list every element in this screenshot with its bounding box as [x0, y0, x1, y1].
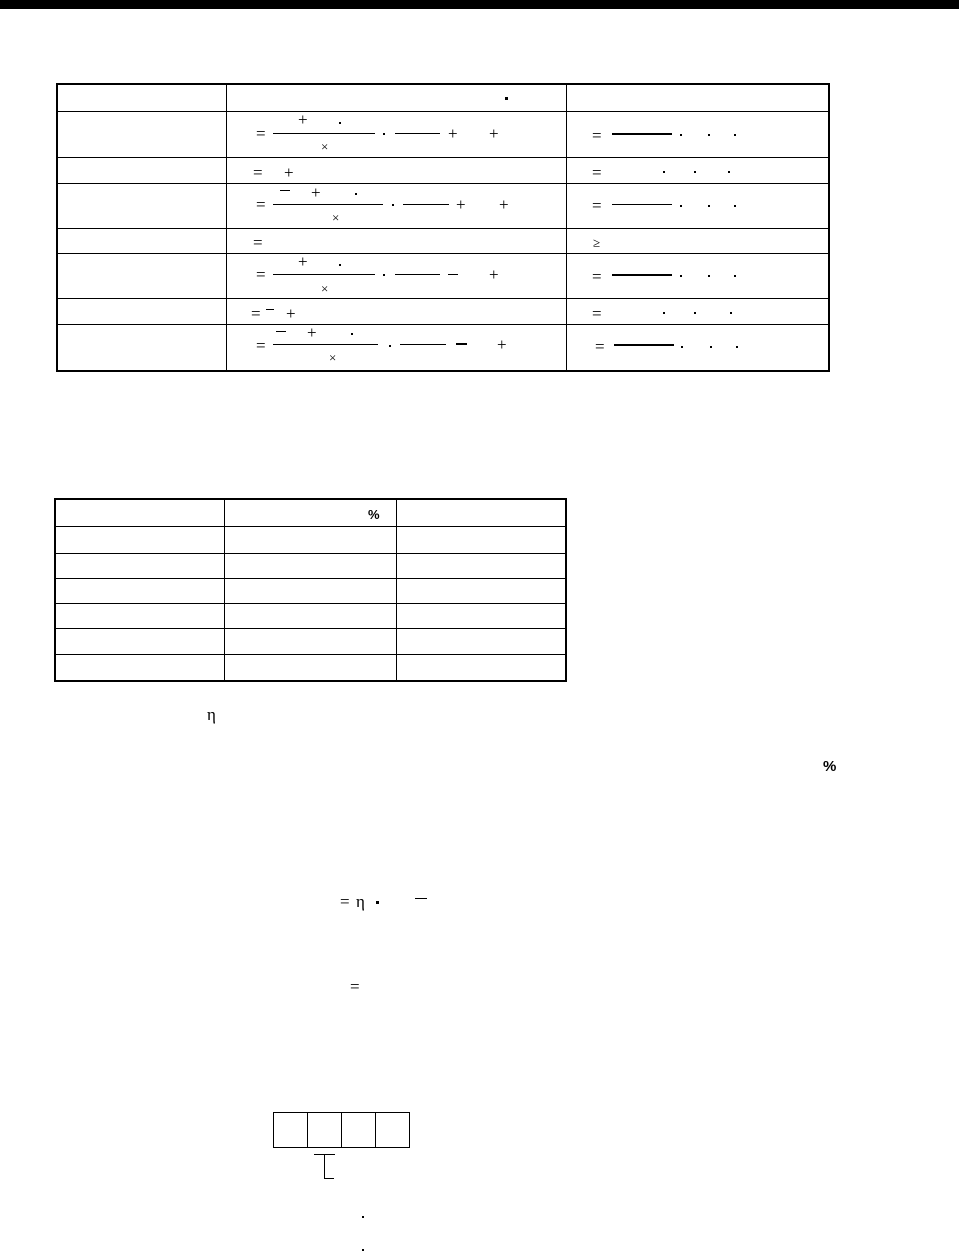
- times-sign: ×: [329, 350, 337, 365]
- fraction-bar: [614, 344, 674, 346]
- equals-sign: =: [256, 336, 266, 355]
- equals-sign: =: [350, 977, 360, 996]
- fraction-bar: [400, 344, 446, 345]
- plus-sign: +: [298, 110, 308, 129]
- mult-dot: [736, 346, 738, 348]
- mult-dot: [681, 346, 683, 348]
- mult-dot: [663, 171, 665, 173]
- mult-dot: [734, 205, 736, 207]
- formula-table-row-rule: [57, 298, 829, 299]
- equals-sign: =: [256, 265, 266, 284]
- equals-sign: =: [256, 124, 266, 143]
- eta-symbol: η: [207, 705, 216, 724]
- equals-sign: =: [256, 195, 266, 214]
- times-sign: ×: [332, 210, 340, 225]
- percent-sign: %: [823, 758, 837, 775]
- mult-dot: [694, 312, 696, 314]
- plus-sign: +: [489, 124, 499, 143]
- formula-table-row-rule: [57, 253, 829, 254]
- plus-sign: +: [448, 124, 458, 143]
- equals-sign: =: [592, 163, 602, 182]
- eta-symbol: η: [356, 892, 365, 911]
- percent-header: %: [368, 507, 380, 522]
- mult-dot: [392, 204, 394, 206]
- plus-sign: +: [311, 183, 321, 202]
- percent-table-row-rule: [55, 603, 566, 604]
- bracket-stem: [324, 1154, 325, 1179]
- plus-sign: +: [456, 195, 466, 214]
- code-box-divider: [307, 1112, 308, 1148]
- code-box-divider: [341, 1112, 342, 1148]
- fraction-bar: [273, 274, 375, 275]
- mult-dot: [351, 333, 353, 335]
- mult-dot: [339, 264, 341, 266]
- mult-dot: [339, 122, 341, 124]
- percent-table-row-rule: [55, 628, 566, 629]
- fraction-bar: [273, 344, 378, 345]
- times-sign: ×: [321, 139, 329, 154]
- dot: [362, 1216, 364, 1218]
- minus-sign: [266, 309, 274, 310]
- mult-dot: [680, 205, 682, 207]
- equals-sign: =: [592, 304, 602, 323]
- mult-dot: [734, 134, 736, 136]
- mult-dot: [383, 133, 385, 135]
- mult-dot: [708, 275, 710, 277]
- percent-table-row-rule: [55, 654, 566, 655]
- plus-sign: +: [286, 304, 296, 323]
- times-sign: ×: [321, 281, 329, 296]
- equals-sign: =: [253, 163, 263, 182]
- page-top-bar: [0, 0, 959, 9]
- plus-sign: +: [298, 252, 308, 271]
- percent-table-row-rule: [55, 578, 566, 579]
- fraction-bar: [395, 274, 440, 275]
- mult-dot: [708, 134, 710, 136]
- percent-table-row-rule: [55, 553, 566, 554]
- plus-sign: +: [489, 265, 499, 284]
- mult-dot: [710, 346, 712, 348]
- formula-table-row-rule: [57, 183, 829, 184]
- mult-dot: [734, 275, 736, 277]
- equals-sign: =: [253, 233, 263, 252]
- mult-dot: [680, 275, 682, 277]
- plus-sign: +: [499, 195, 509, 214]
- fraction-bar: [612, 204, 672, 205]
- mult-dot: [708, 205, 710, 207]
- code-box-divider: [375, 1112, 376, 1148]
- fraction-bar: [612, 274, 672, 276]
- header-dot: [505, 97, 508, 100]
- mult-dot: [376, 901, 379, 904]
- mult-dot: [680, 134, 682, 136]
- minus-sign: [456, 343, 467, 345]
- fraction-bar: [395, 133, 440, 134]
- fraction-bar: [403, 204, 449, 205]
- mult-dot: [663, 312, 665, 314]
- mult-dot: [389, 345, 391, 347]
- equals-sign: =: [592, 196, 602, 215]
- plus-sign: +: [497, 335, 507, 354]
- equals-sign: =: [592, 126, 602, 145]
- formula-table-row-rule: [57, 228, 829, 229]
- equals-sign: =: [251, 304, 261, 323]
- fraction-bar: [612, 133, 672, 135]
- plus-sign: +: [307, 323, 317, 342]
- formula-table-row-rule: [57, 157, 829, 158]
- ge-sign: ≥: [593, 235, 601, 250]
- overbar-minus: [280, 190, 290, 191]
- formula-table-row-rule: [57, 324, 829, 325]
- overbar-minus: [276, 331, 286, 332]
- mult-dot: [728, 171, 730, 173]
- minus-sign: [448, 274, 458, 275]
- dot: [362, 1249, 364, 1251]
- fraction-bar: [273, 133, 375, 134]
- bracket-foot: [324, 1178, 334, 1179]
- mult-dot: [383, 274, 385, 276]
- percent-table-header-rule: [55, 526, 566, 527]
- equals-sign: =: [595, 337, 605, 356]
- minus-sign: [415, 898, 427, 899]
- mult-dot: [730, 312, 732, 314]
- equals-sign: =: [592, 267, 602, 286]
- equals-sign: =: [340, 892, 350, 911]
- mult-dot: [355, 193, 357, 195]
- mult-dot: [694, 171, 696, 173]
- plus-sign: +: [284, 163, 294, 182]
- fraction-bar: [273, 204, 383, 205]
- formula-table-header-rule: [57, 111, 829, 112]
